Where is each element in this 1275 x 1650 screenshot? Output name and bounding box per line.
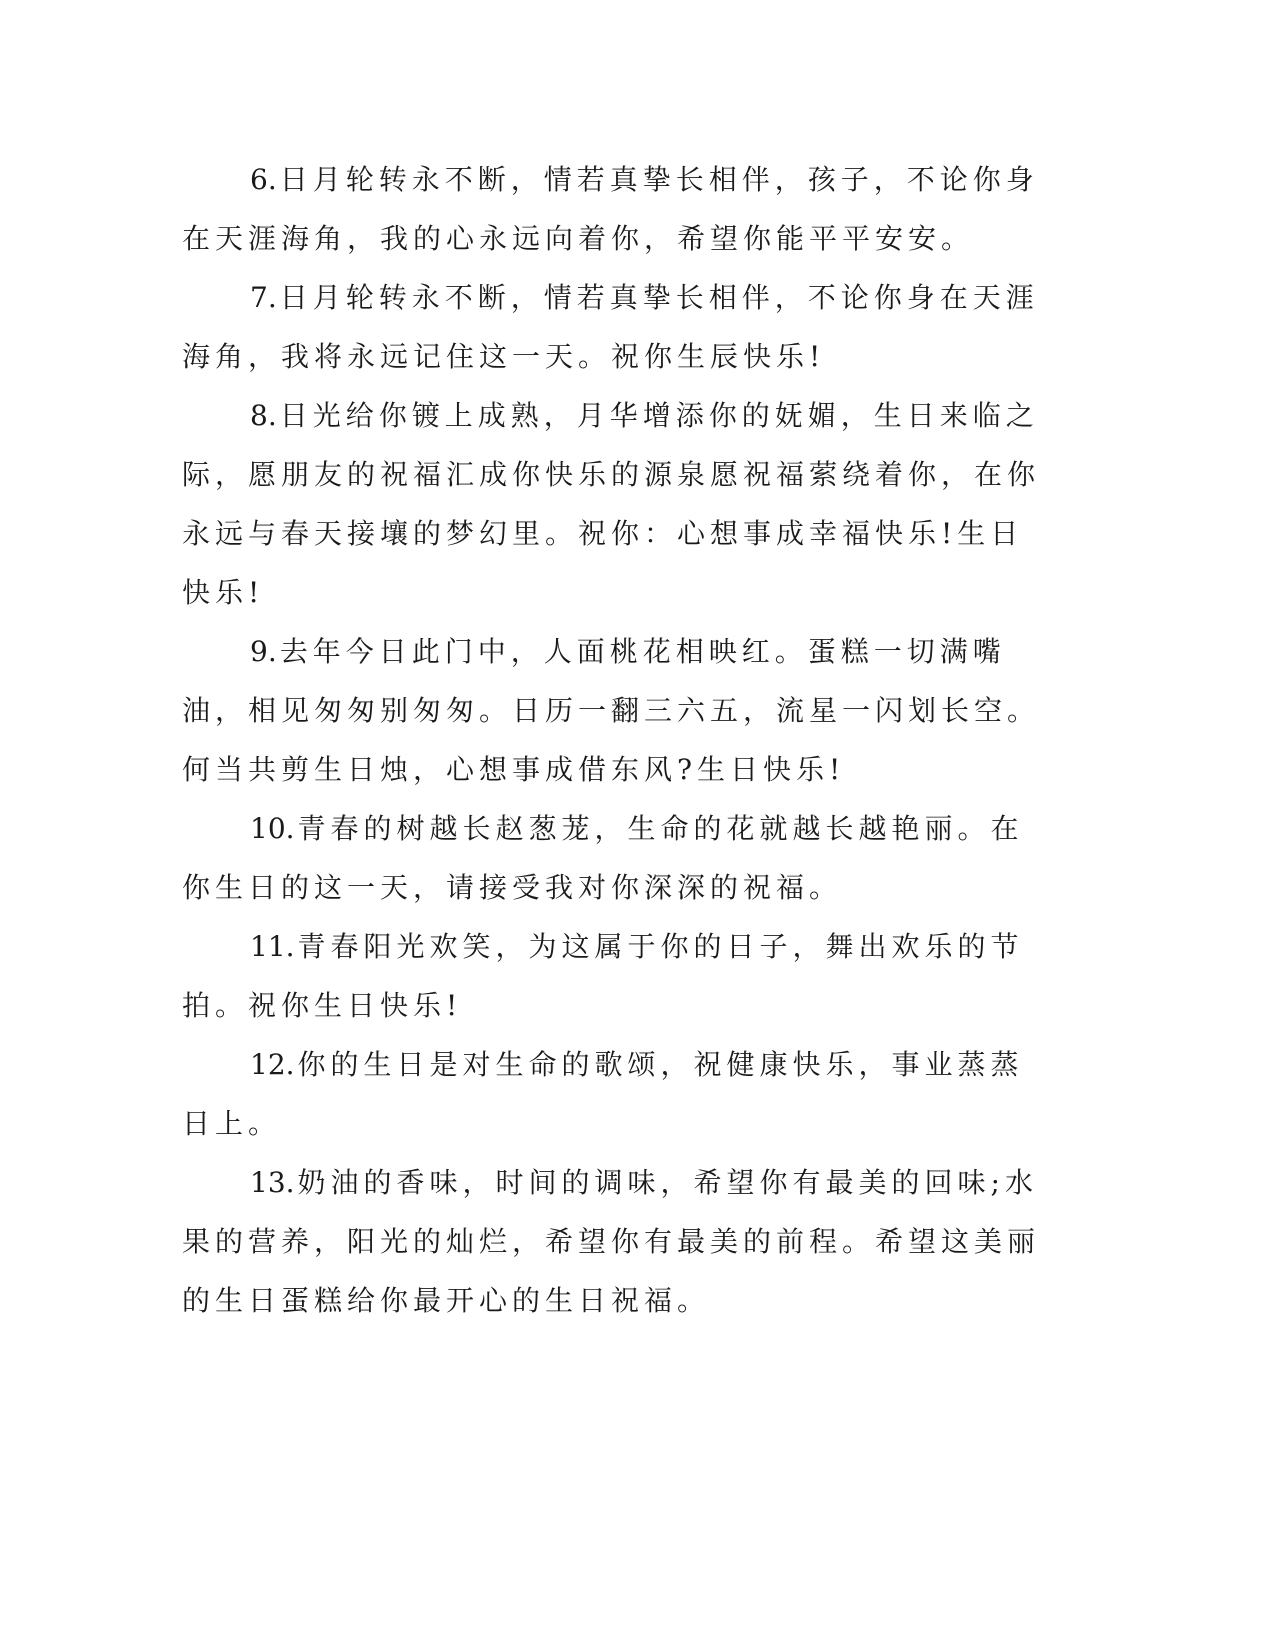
paragraph-text: 日光给你镀上成熟，月华增添你的妩媚，生日来临之际，愿朋友的祝福汇成你快乐的源泉愿祝福萦绕着你，在你永远与春天接壤的梦幻里。祝你：心想事成幸福快乐!生日快乐! — [182, 399, 1041, 609]
paragraph-12 — [182, 1035, 1042, 1153]
paragraph-11 — [182, 917, 1042, 1035]
paragraph-text: 日月轮转永不断，情若真挚长相伴，孩子，不论你身在天涯海角，我的心永远向着你，希望你能平平安安。 — [182, 163, 1039, 255]
paragraph-number: 7. — [250, 281, 277, 314]
paragraph-number: 10. — [250, 812, 295, 845]
paragraph-text: 日月轮转永不断，情若真挚长相伴，不论你身在天涯海角，我将永远记住这一天。祝你生辰快乐! — [182, 281, 1039, 373]
paragraph-text: 去年今日此门中，人面桃花相映红。蛋糕一切满嘴油，相见匆匆别匆匆。日历一翻三六五，流星一闪划长空。何当共剪生日烛，心想事成借东风?生日快乐! — [182, 635, 1041, 786]
paragraph-7 — [182, 268, 1042, 386]
paragraph-number: 11. — [250, 930, 295, 963]
paragraph-text: 青春阳光欢笑，为这属于你的日子，舞出欢乐的节拍。祝你生日快乐! — [182, 930, 1024, 1022]
paragraph-text: 青春的树越长赵葱茏，生命的花就越长越艳丽。在你生日的这一天，请接受我对你深深的祝福。 — [182, 812, 1024, 904]
document-body — [182, 150, 1042, 1330]
paragraph-text: 奶油的香味，时间的调味，希望你有最美的回味;水果的营养，阳光的灿烂，希望你有最美的前程。希望这美丽的生日蛋糕给你最开心的生日祝福。 — [182, 1166, 1041, 1317]
paragraph-6 — [182, 150, 1042, 268]
paragraph-number: 6. — [250, 163, 277, 196]
paragraph-8 — [182, 386, 1042, 622]
paragraph-9 — [182, 622, 1042, 799]
paragraph-number: 13. — [250, 1166, 295, 1199]
paragraph-number: 8. — [250, 399, 277, 432]
paragraph-number: 12. — [250, 1048, 295, 1081]
paragraph-number: 9. — [250, 635, 277, 668]
paragraph-10 — [182, 799, 1042, 917]
paragraph-text: 你的生日是对生命的歌颂，祝健康快乐，事业蒸蒸日上。 — [182, 1048, 1024, 1140]
paragraph-13 — [182, 1153, 1042, 1330]
